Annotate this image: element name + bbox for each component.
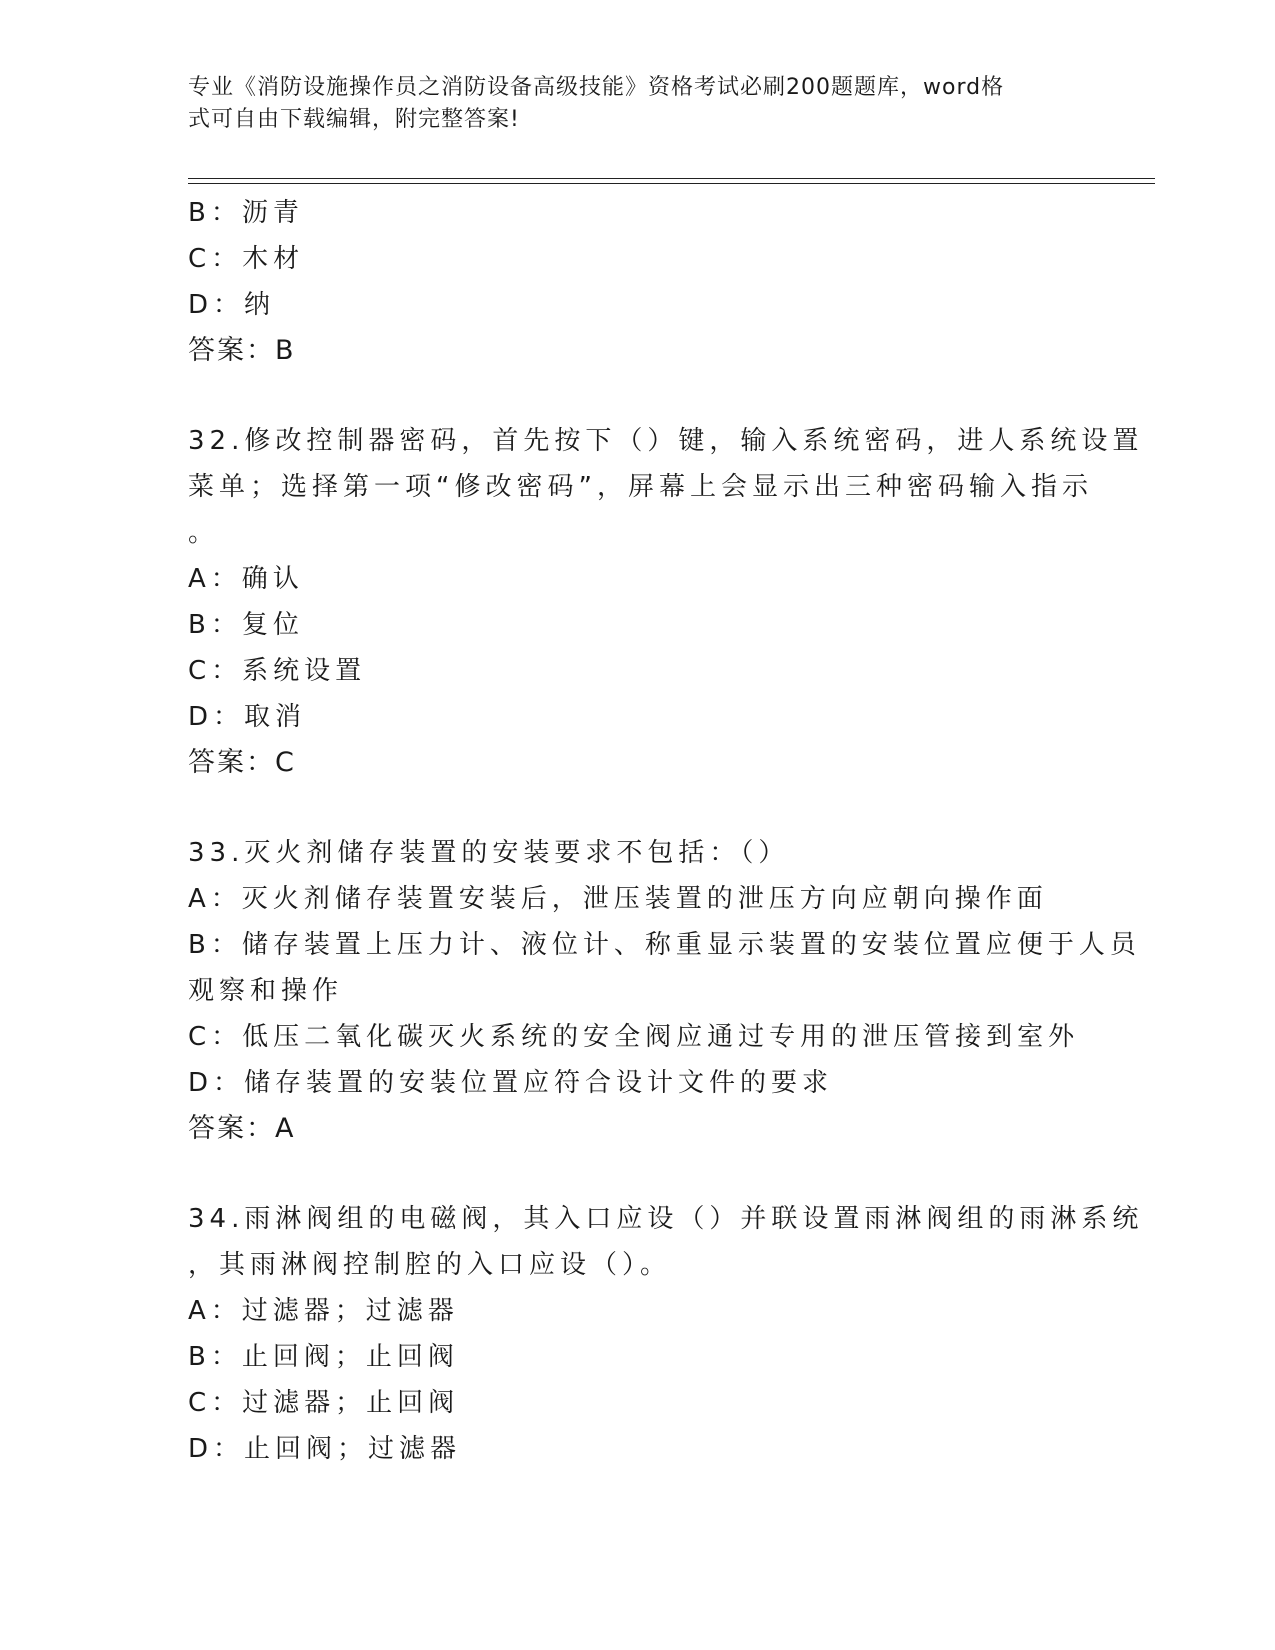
header-line-1: 专业《消防设施操作员之消防设备高级技能》资格考试必刷200题题库，word格 (188, 75, 1005, 100)
option-c: C：低压二氧化碳灭火系统的安全阀应通过专用的泄压管接到室外 (188, 1022, 1080, 1052)
option-c: C：系统设置 (188, 656, 367, 686)
question-text (188, 830, 1088, 876)
question-line: 。 (188, 518, 220, 548)
answer-label: 答案：C (188, 747, 296, 778)
question-31-continued (188, 190, 1088, 374)
question-list (188, 190, 1144, 1472)
option-c: C：木材 (188, 244, 305, 274)
option-d: D：取消 (188, 702, 307, 732)
option-b: B：沥青 (188, 198, 304, 228)
option-d: D：纳 (188, 290, 276, 320)
option-b: B：复位 (188, 610, 304, 640)
answer-label: 答案：B (188, 335, 296, 366)
question-line: 菜单；选择第一项“修改密码”，屏幕上会显示出三种密码输入指示 (188, 472, 1093, 502)
option-d: D：储存装置的安装位置应符合设计文件的要求 (188, 1068, 834, 1098)
question-text (188, 1196, 1144, 1288)
question-text (188, 418, 1144, 556)
option-b-continued: 观察和操作 (188, 976, 344, 1006)
option-b: B：止回阀；止回阀 (188, 1342, 459, 1372)
option-d: D：止回阀；过滤器 (188, 1434, 462, 1464)
option-c: C：过滤器；止回阀 (188, 1388, 460, 1418)
option-b: B：储存装置上压力计、液位计、称重显示装置的安装位置应便于人员 (188, 930, 1141, 960)
question-line: 32.修改控制器密码，首先按下（）键，输入系统密码，进人系统设置 (188, 426, 1144, 456)
header-divider-top (188, 178, 1155, 179)
header-divider-bottom (188, 183, 1155, 184)
question-line: 33.灭火剂储存装置的安装要求不包括：（） (188, 838, 790, 868)
document-header (188, 72, 1068, 136)
option-a: A：确认 (188, 564, 304, 594)
question-32 (188, 418, 1144, 786)
option-a: A：灭火剂储存装置安装后，泄压装置的泄压方向应朝向操作面 (188, 884, 1048, 914)
question-34 (188, 1196, 1144, 1472)
question-line: ，其雨淋阀控制腔的入口应设（）。 (188, 1250, 672, 1280)
option-a: A：过滤器；过滤器 (188, 1296, 459, 1326)
answer-label: 答案：A (188, 1113, 296, 1144)
header-line-2: 式可自由下载编辑，附完整答案! (188, 107, 520, 132)
question-line: 34.雨淋阀组的电磁阀，其入口应设（）并联设置雨淋阀组的雨淋系统 (188, 1204, 1144, 1234)
question-33 (188, 830, 1141, 1152)
